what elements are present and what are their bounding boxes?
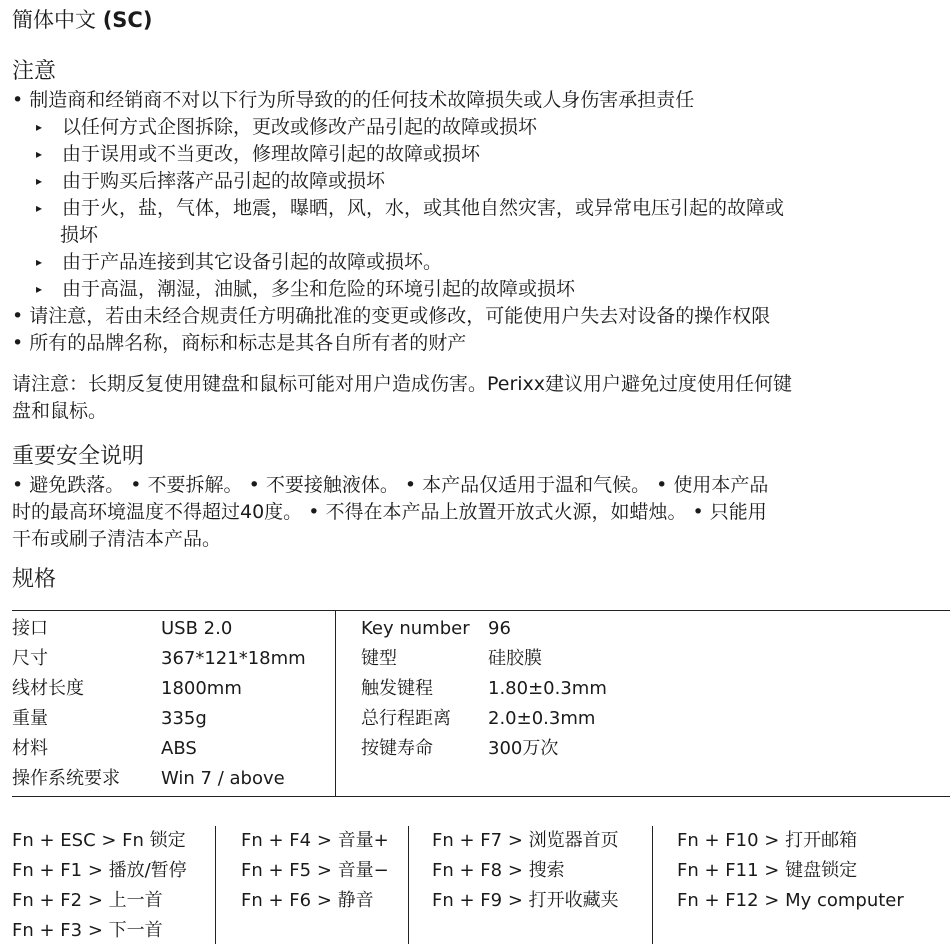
spec-value: ABS (161, 738, 197, 759)
language-name: 簡体中文 (12, 8, 96, 32)
notice-sub-item: ▸ 以任何方式企图拆除，更改或修改产品引起的故障或损坏 (36, 114, 537, 141)
safety-text-line: • 避免跌落。 • 不要拆解。 • 不要接触液体。 • 本产品仅适用于温和气候。 • 使用本产品 (12, 474, 769, 496)
spec-value: 2.0±0.3mm (488, 708, 596, 729)
spec-label: 按键寿命 (361, 738, 433, 759)
specs-bottom-divider (12, 796, 950, 797)
health-warning-line: 盘和鼠标。 (12, 400, 108, 422)
spec-label: 键型 (361, 648, 397, 669)
specs-top-divider (12, 610, 950, 611)
spec-label: 接口 (12, 618, 48, 639)
fn-shortcut-volume-up: Fn + F4 > 音量+ (241, 830, 389, 851)
triangle-bullet-icon: ▸ (36, 120, 43, 134)
spec-label: 材料 (12, 738, 48, 759)
fn-shortcut-mute: Fn + F6 > 静音 (241, 890, 374, 911)
spec-label: 尺寸 (12, 648, 48, 669)
notice-sub-item: ▸ 由于误用或不当更改，修理故障引起的故障或损坏 (36, 141, 480, 168)
spec-label: 重量 (12, 708, 48, 729)
spec-value: 1800mm (161, 678, 242, 699)
spec-value: 300万次 (488, 738, 559, 759)
triangle-bullet-icon: ▸ (36, 255, 43, 269)
fn-shortcut-previous: Fn + F2 > 上一首 (12, 890, 163, 911)
notice-sub-item: ▸ 由于火，盐，气体，地震，曝晒，风，水，或其他自然灾害，或异常电压引起的故障或 (36, 195, 784, 222)
spec-label: 总行程距离 (361, 708, 451, 729)
spec-value: 335g (161, 708, 207, 729)
spec-label: 线材长度 (12, 678, 84, 699)
spec-value: 硅胶膜 (488, 648, 542, 669)
triangle-bullet-icon: ▸ (36, 147, 43, 161)
fn-shortcut-next: Fn + F3 > 下一首 (12, 920, 163, 941)
spec-value: 96 (488, 618, 511, 639)
fn-column-divider (215, 826, 216, 944)
spec-value: 367*121*18mm (161, 648, 306, 669)
spec-label: 触发键程 (361, 678, 433, 699)
triangle-bullet-icon: ▸ (36, 201, 43, 215)
notice-sub-item-wrap: 损坏 (60, 224, 99, 246)
spec-label: Key number (361, 618, 470, 639)
notice-sub-item: ▸ 由于高温，潮湿，油腻，多尘和危险的环境引起的故障或损坏 (36, 276, 575, 303)
notice-bullet-trademarks: • 所有的品牌名称，商标和标志是其各自所有者的财产 (12, 332, 467, 354)
specs-heading: 规格 (12, 567, 57, 592)
fn-shortcut-fn-lock: Fn + ESC > Fn 锁定 (12, 830, 186, 851)
notice-sub-item: ▸ 由于产品连接到其它设备引起的故障或损坏。 (36, 249, 442, 276)
safety-text-line: 干布或刷子清洁本产品。 (12, 528, 222, 550)
fn-shortcut-favorites: Fn + F9 > 打开收藏夹 (432, 890, 619, 911)
spec-value: 1.80±0.3mm (488, 678, 607, 699)
fn-shortcut-mail: Fn + F10 > 打开邮箱 (677, 830, 858, 851)
notice-sub-item: ▸ 由于购买后摔落产品引起的故障或损坏 (36, 168, 385, 195)
spec-label: 操作系统要求 (12, 768, 120, 789)
language-title (12, 6, 152, 34)
health-warning-line: 请注意：长期反复使用键盘和鼠标可能对用户造成伤害。Perixx建议用户避免过度使用任何键 (12, 373, 793, 395)
specs-column-divider (335, 610, 336, 796)
fn-shortcut-my-computer: Fn + F12 > My computer (677, 890, 904, 911)
fn-shortcut-keyboard-lock: Fn + F11 > 键盘锁定 (677, 860, 858, 881)
fn-shortcut-search: Fn + F8 > 搜索 (432, 860, 565, 881)
language-code: (SC) (102, 8, 153, 32)
spec-value: USB 2.0 (161, 618, 233, 639)
spec-value: Win 7 / above (161, 768, 285, 789)
fn-shortcut-play-pause: Fn + F1 > 播放/暂停 (12, 860, 187, 881)
triangle-bullet-icon: ▸ (36, 174, 43, 188)
safety-text-line: 时的最高环境温度不得超过40度。 • 不得在本产品上放置开放式火源，如蜡烛。 • 只能用 (12, 501, 767, 523)
notice-bullet-modification: • 请注意，若由未经合规责任方明确批准的变更或修改，可能使用户失去对设备的操作权限 (12, 305, 771, 327)
notice-bullet-liability: • 制造商和经销商不对以下行为所导致的的任何技术故障损失或人身伤害承担责任 (12, 89, 695, 111)
notice-heading: 注意 (12, 59, 57, 84)
triangle-bullet-icon: ▸ (36, 282, 43, 296)
fn-shortcut-volume-down: Fn + F5 > 音量− (241, 860, 389, 881)
fn-column-divider (652, 826, 653, 944)
safety-heading: 重要安全说明 (12, 444, 145, 469)
fn-column-divider (408, 826, 409, 944)
fn-shortcut-browser-home: Fn + F7 > 浏览器首页 (432, 830, 619, 851)
